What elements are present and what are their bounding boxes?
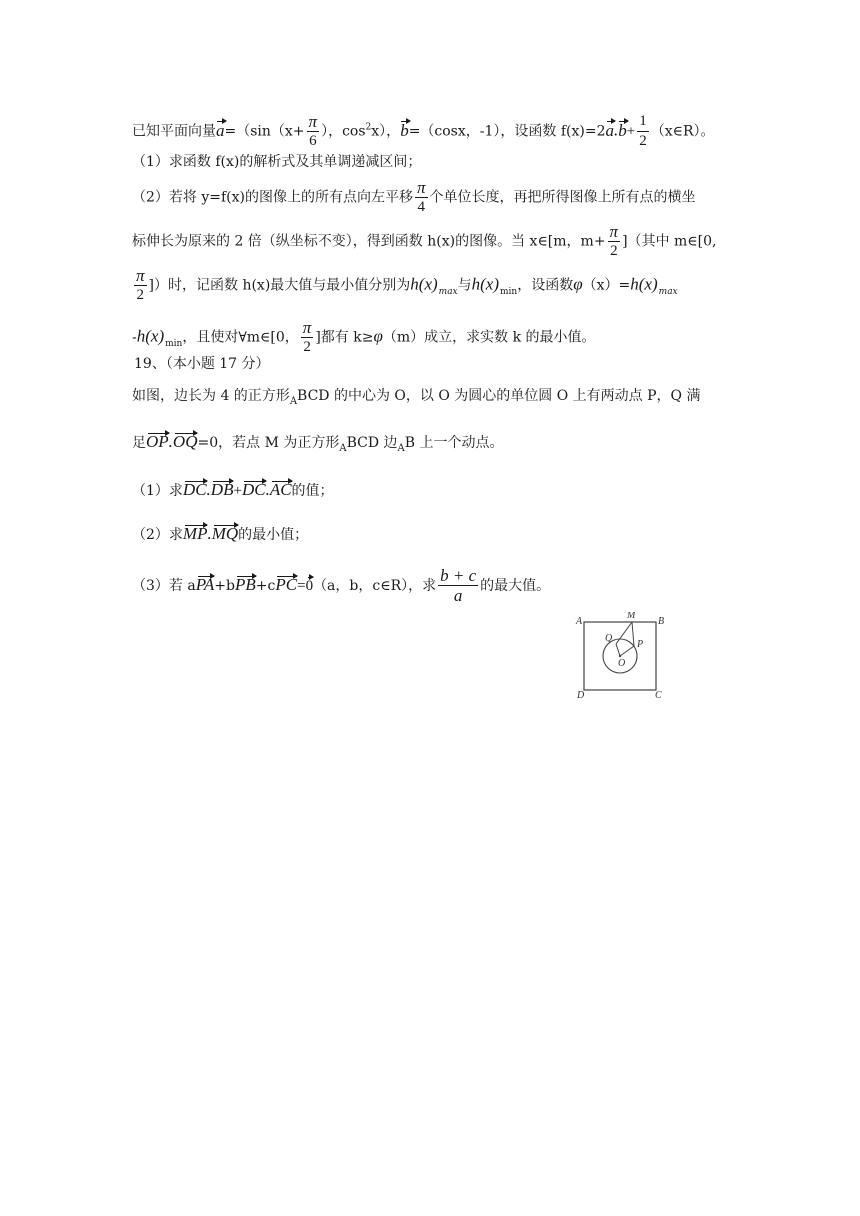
dot-op: . (207, 524, 212, 543)
part2-yu: 与 (457, 277, 472, 294)
frac-den: 4 (417, 199, 426, 215)
frac-num: π (302, 318, 312, 337)
fraction-pi-2-b (134, 266, 147, 305)
problem19-text2 (132, 432, 504, 459)
subscript-min-2: min (165, 338, 183, 349)
vector-b: b (400, 120, 409, 140)
phi-2: φ (373, 326, 383, 346)
p19-text2-d: B 上一个动点。 (404, 435, 504, 451)
frac-num: π (417, 178, 426, 197)
label-p: P (637, 639, 644, 650)
segment-mq (616, 622, 632, 644)
frac-num: 1 (637, 112, 649, 132)
vector-pb: PB (235, 575, 256, 594)
superscript-2: 2 (365, 122, 372, 133)
vector-oq: OQ (172, 432, 198, 451)
zero-vector: 0 (305, 578, 314, 594)
intro-text: 已知平面向量 (132, 123, 216, 140)
problem18-part2-line4 (132, 318, 596, 357)
phi: φ (573, 274, 583, 294)
q2-end: 的最小值； (238, 527, 309, 543)
plus-op: + (626, 123, 636, 140)
p19-letter-a3: A (397, 443, 405, 454)
frac-den: 6 (309, 133, 317, 149)
part2-text10: （m）成立，求实数 k 的最小值。 (382, 329, 596, 346)
intro-text5: （x∈R）。 (650, 123, 715, 140)
vector-dc: DC (182, 480, 207, 499)
p19-text1-b: BCD 的中心为 O，以 O 为圆心的单位圆 O 上有两动点 P，Q 满 (297, 388, 701, 404)
part2-text7: （x）= (582, 277, 631, 294)
part2-text3: 标伸长为原来的 2 倍（纵坐标不变），得到函数 h(x)的图像。当 x∈[m，m+ (132, 233, 606, 250)
frac-den: a (453, 586, 463, 605)
label-q: Q (605, 633, 613, 644)
h-x: h(x) (410, 274, 438, 294)
dot-op-2: . (265, 480, 270, 499)
problem19-q3 (132, 566, 550, 605)
frac-den: 2 (639, 133, 647, 149)
p19-text2-a: 足 (132, 435, 146, 451)
problem18-intro (132, 112, 715, 151)
problem18-part2-line3 (132, 266, 678, 305)
frac-num: π (136, 266, 145, 285)
q1-label: （1）求 (132, 483, 183, 499)
q3-end: 的最大值。 (480, 578, 551, 594)
subscript-max: max (438, 286, 458, 297)
fraction-pi-2-c (301, 318, 314, 357)
problem18-part2-line1 (132, 178, 696, 217)
vector-op: OP (146, 432, 169, 451)
label-m: M (627, 612, 636, 621)
p19-letter-a2: A (339, 443, 347, 454)
center-o-dot (619, 655, 621, 657)
part2-text4: ]（其中 m∈[0, (622, 233, 717, 250)
label-a: A (576, 616, 583, 627)
q3-cond: （a，b，c∈R），求 (313, 578, 437, 594)
minus-sign: - (132, 329, 137, 346)
frac-num: π (308, 112, 318, 131)
part2-text8: ，且使对∀m∈[0， (182, 329, 299, 346)
plus-op: + (233, 483, 242, 499)
q3-b: +b (214, 578, 235, 594)
problem19-q1 (132, 480, 334, 501)
p19-letter-a: A (289, 396, 298, 407)
fraction-1-2 (637, 112, 649, 151)
intro-text4: =（cosx，-1），设函数 f(x)=2 (408, 123, 606, 140)
dot-op: . (206, 480, 211, 499)
p19-text2-b: =0，若点 M 为正方形 (197, 435, 340, 451)
fraction-pi-6 (307, 112, 320, 151)
part2-text9: ]都有 k≥ (315, 329, 374, 346)
q3-c: +c (255, 578, 276, 594)
q2-label: （2）求 (132, 527, 183, 543)
problem19-q2 (132, 524, 308, 545)
h-x-4: h(x) (136, 326, 165, 346)
vector-b-2: b (618, 120, 627, 140)
dot-op: . (614, 120, 619, 140)
intro-eq: =（sin（x+ (224, 123, 305, 140)
label-c: C (655, 690, 662, 700)
h-x-2: h(x) (471, 274, 500, 294)
problem18-part1: （1）求函数 f(x)的解析式及其单调递减区间； (132, 154, 422, 170)
frac-num: π (609, 222, 619, 241)
vector-mq: MQ (211, 524, 239, 543)
problem19-header: 19、（本小题 17 分） (134, 356, 270, 372)
vector-a-2: a (605, 120, 614, 140)
part2-text2: 个单位长度，再把所得图像上所有点的横坐 (429, 189, 696, 206)
frac-den: 2 (610, 243, 618, 259)
label-o: O (618, 658, 626, 669)
fraction-pi-4 (415, 178, 428, 217)
q1-end: 的值； (291, 483, 334, 499)
frac-den: 2 (136, 287, 145, 303)
vector-pc: PC (275, 575, 298, 594)
part2-text6: ，设函数 (517, 277, 574, 294)
p19-text2-c: BCD 边 (346, 435, 398, 451)
dot-op: . (168, 432, 173, 451)
vector-dc-2: DC (241, 480, 266, 499)
vector-a: a (216, 120, 225, 140)
vector-pa: PA (195, 575, 215, 594)
part2-text5: ]）时，记函数 h(x)最大值与最小值分别为 (148, 277, 411, 294)
frac-num: b + c (440, 566, 477, 585)
intro-text2: ），cos (321, 123, 366, 140)
vector-db: DB (210, 480, 234, 499)
segment-mp (632, 622, 634, 646)
intro-text3: x）， (371, 123, 401, 140)
square-circle-figure (574, 612, 674, 700)
fraction-pi-2 (608, 222, 621, 261)
frac-den: 2 (303, 339, 311, 355)
label-b: B (658, 616, 665, 627)
p19-text1-a: 如图，边长为 4 的正方形 (132, 388, 290, 404)
fraction-bc-a (438, 566, 478, 605)
label-d: D (577, 690, 585, 700)
part2-text1: （2）若将 y=f(x)的图像上的所有点向左平移 (132, 189, 413, 206)
problem19-text1 (132, 386, 700, 412)
segment-oq (616, 644, 620, 656)
h-x-3: h(x) (630, 274, 658, 294)
subscript-min: min (500, 286, 518, 297)
equals-op: = (297, 578, 306, 594)
vector-ac: AC (269, 480, 292, 499)
subscript-max-2: max (658, 286, 678, 297)
vector-mp: MP (182, 524, 208, 543)
problem18-part2-line2 (132, 222, 716, 261)
segment-op (620, 646, 634, 656)
q3-label: （3）若 a (132, 578, 196, 594)
